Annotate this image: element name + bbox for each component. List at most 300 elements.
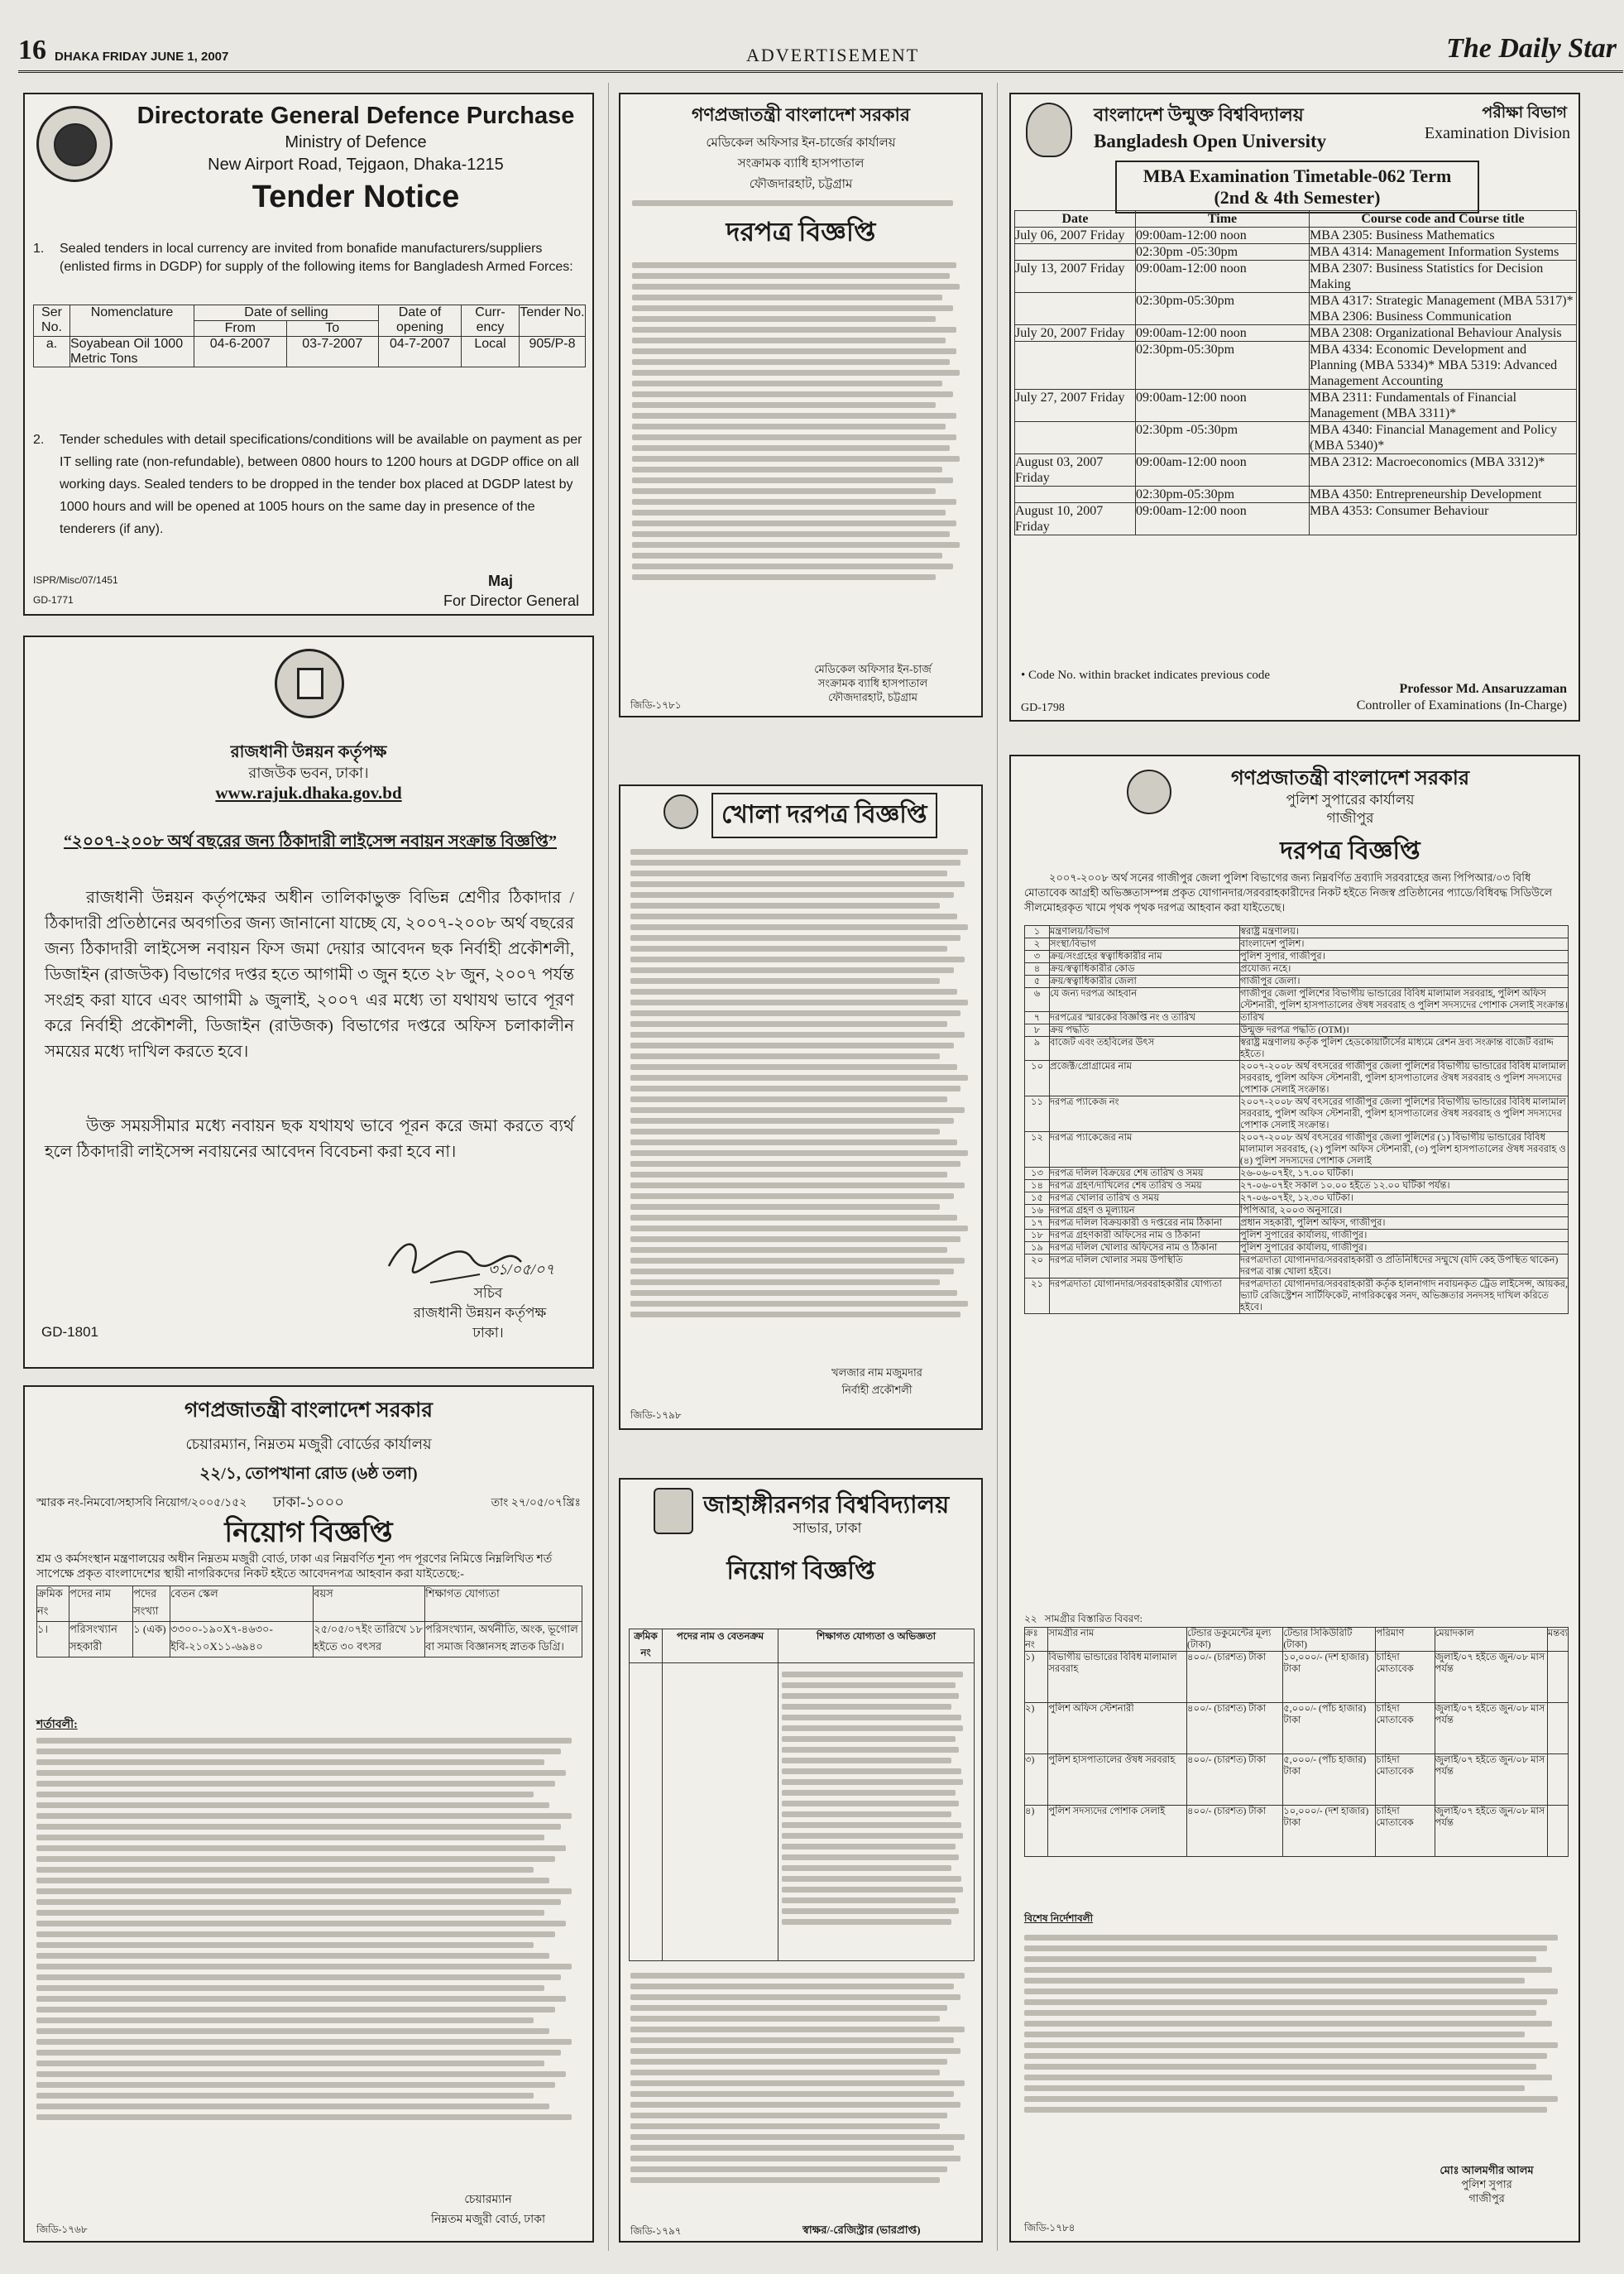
illegible-text-line [630, 1193, 954, 1199]
illegible-text-line [1024, 1935, 1558, 1941]
dgdp-address: New Airport Road, Tejgaon, Dhaka-1215 [208, 156, 504, 174]
ctg-office: মেডিকেল অফিসার ইন-চার্জের কার্যালয় [706, 137, 896, 150]
illegible-text-line [36, 2007, 555, 2013]
table-cell: পুলিশ সুপারের কার্যালয়, গাজীপুর। [1240, 1242, 1569, 1255]
illegible-text-line [782, 1758, 951, 1763]
illegible-text-line [36, 2017, 534, 2023]
illegible-text-line [1024, 2042, 1558, 2048]
illegible-text-line [630, 1301, 968, 1307]
illegible-text-line [36, 1985, 544, 1991]
table-cell: ২০ [1025, 1255, 1050, 1279]
bou-title: MBA Examination Timetable-062 Term [1143, 166, 1452, 186]
table-cell: মন্তব্য [1547, 1628, 1568, 1652]
bou-signer-title: Controller of Examinations (In-Charge) [1356, 698, 1567, 712]
rajuk-signer-org: রাজধানী উন্নয়ন কর্তৃপক্ষ [413, 1305, 547, 1321]
table-row [1015, 293, 1577, 325]
illegible-text-line [630, 1139, 957, 1145]
table-cell: July 13, 2007 Friday [1015, 261, 1136, 293]
table-row [1025, 1652, 1569, 1703]
illegible-text-line [630, 1226, 968, 1231]
table-cell: উন্মুক্ত দরপত্র পদ্ধতি (OTM)। [1240, 1024, 1569, 1037]
table-cell: 09:00am-12:00 noon [1136, 228, 1310, 244]
table-row [1025, 1754, 1569, 1806]
ctg-signer-place: ফৌজদারহাট, চট্টগ্রাম [828, 691, 917, 703]
table-cell: ৪০০/- (চারশত) টাকা [1187, 1754, 1283, 1806]
illegible-text-line [36, 2082, 555, 2088]
illegible-text-line [632, 348, 956, 354]
illegible-text-line [782, 1897, 956, 1903]
table-cell: ক্রমিক নং [37, 1586, 69, 1622]
illegible-text-line [630, 1258, 965, 1264]
illegible-text-line [782, 1919, 951, 1925]
th-nomenclature: Nomenclature [70, 305, 194, 337]
illegible-text-line [1024, 2032, 1525, 2037]
table-cell: জুলাই/০৭ হইতে জুন/০৮ মাস পর্যন্ত [1435, 1652, 1547, 1703]
dgdp-title: Tender Notice [252, 180, 460, 214]
illegible-text-line [630, 989, 957, 995]
table-cell: ১০ [1025, 1061, 1050, 1096]
police-tender-ad [1009, 755, 1580, 2243]
table-cell: দরপত্র দলিল খোলার অফিসের নাম ও ঠিকানা [1050, 1242, 1240, 1255]
illegible-text-line [630, 2027, 965, 2032]
gd-code: জিডি-১৭৯৮ [630, 1409, 682, 1421]
table-cell: ৩৩০০-১৯০X৭-৪৬৩০-ইবি-২১০X১১-৬৯৪০ [170, 1622, 314, 1658]
illegible-text-line [632, 574, 936, 580]
rajuk-para-1: রাজধানী উন্নয়ন কর্তৃপক্ষের অধীন তালিকাভুক্ত বিভিন্ন শ্রেণীর ঠিকাদার / ঠিকাদারী প্রতিষ্ঠানের অবগতির জন্য জানানো যাচ্ছে যে, ২০০৭-২০০৮ অর্থ বছরের জন্য ঠিকাদারী লাইসেন্স নবায়ন ফিস জমা দেয়ার আবেদন ছক নির্বাহী প্রকৌশলী, ডিজাইন (রাজউক) বিভাগের দপ্তর হতে আগামী ৩ জুন হতে ২৮ জুন, ২০০৭ পর্যন্ত সংগ্রহ করা যাবে এবং আগামী ৯ জুলাই, ২০০৭ এর মধ্যে তা যথাযথ ভাবে পূরণ করে নির্বাহী প্রকৌশলী, ডিজাইন (রাউজক) বিভাগের দপ্তরে অফিস চলাকালীন সময়ের মধ্যে দাখিল করতে হবে। [45, 889, 574, 1061]
th-time: Time [1136, 211, 1310, 228]
rajuk-bhaban: রাজউক ভবন, ঢাকা। [248, 765, 369, 781]
table-cell: August 03, 2007 Friday [1015, 454, 1136, 487]
ctg-hospital-tender-ad [619, 93, 983, 717]
illegible-text-line [1024, 2021, 1552, 2027]
table-cell: ৪০০/- (চারশত) টাকা [1187, 1703, 1283, 1754]
table-cell: স্বরাষ্ট্র মন্ত্রণালয় কর্তৃক পুলিশ হেডকোয়ার্টার্সের মাধ্যমে রেশন দ্রব্য সংক্রান্ত বাজেট বরাদ্দ হইতে। [1240, 1037, 1569, 1061]
bou-timetable [1014, 210, 1577, 535]
police-special-title: বিশেষ নির্দেশাবলী [1024, 1912, 1094, 1924]
illegible-text-line [36, 1996, 566, 2002]
table-cell: পুলিশ সুপারের কার্যালয়, গাজীপুর। [1240, 1230, 1569, 1242]
table-cell [1547, 1754, 1568, 1806]
illegible-text-line [36, 1878, 549, 1883]
illegible-text-line [632, 327, 956, 333]
illegible-text-line [632, 370, 960, 376]
table-cell: ১৮ [1025, 1230, 1050, 1242]
illegible-text-line [782, 1747, 959, 1753]
table-cell: ১৫ [1025, 1192, 1050, 1205]
police-special-instructions [1024, 1930, 1569, 2118]
table-header-row [1025, 1628, 1569, 1652]
table-cell: পুলিশ সুপার, গাজীপুর। [1240, 951, 1569, 963]
th-tender-no: Tender No. [520, 305, 586, 337]
bou-division-en: Examination Division [1424, 124, 1570, 142]
illegible-text-line [632, 467, 942, 473]
table-cell: সংস্থা/বিভাগ [1050, 938, 1240, 951]
ctg-body-text [632, 262, 970, 580]
table-cell [1015, 342, 1136, 390]
illegible-text-line [630, 1183, 965, 1188]
bou-subtitle: (2nd & 4th Semester) [1214, 187, 1381, 208]
table-row [1015, 261, 1577, 293]
gd-code: জিডি-১৭৬৮ [36, 2224, 88, 2235]
illegible-text-line [630, 1053, 940, 1059]
cell-opening: 04-7-2007 [379, 337, 462, 367]
table-cell: ৩ [1025, 951, 1050, 963]
table-cell: July 27, 2007 Friday [1015, 390, 1136, 422]
illegible-text-line [782, 1865, 951, 1871]
illegible-text-line [630, 2005, 947, 2011]
illegible-text-line [630, 1236, 961, 1242]
illegible-text-line [36, 1942, 534, 1948]
table-cell: দরপত্র গ্রহণ ও মূল্যায়ন [1050, 1205, 1240, 1217]
table-cell: ৯ [1025, 1037, 1050, 1061]
table-row [1015, 503, 1577, 535]
ju-table [629, 1629, 975, 1961]
table-cell: ক্রয়/স্বত্বাধিকারীর জেলা [1050, 976, 1240, 988]
bou-logo-icon [1026, 103, 1072, 157]
ju-recruitment-ad [619, 1478, 983, 2243]
illegible-text-line [632, 273, 950, 279]
table-row [1025, 963, 1569, 976]
illegible-text-line [630, 914, 957, 919]
table-cell: মন্ত্রণালয়/বিভাগ [1050, 926, 1240, 938]
table-cell: স্বরাষ্ট্র মন্ত্রণালয়। [1240, 926, 1569, 938]
table-cell: ক্রঃ নং [1025, 1628, 1048, 1652]
illegible-text-line [1024, 1945, 1547, 1951]
illegible-text-line [36, 1781, 555, 1787]
illegible-text-line [36, 1835, 544, 1840]
dateline: DHAKA FRIDAY JUNE 1, 2007 [55, 50, 229, 64]
table-cell: ক্রয়/স্বত্বাধিকারীর কোড [1050, 963, 1240, 976]
illegible-text-line [632, 510, 946, 516]
illegible-text-line [630, 2070, 940, 2075]
illegible-text-line [782, 1693, 959, 1699]
table-cell: ১০,০০০/- (দশ হাজার) টাকা [1283, 1652, 1376, 1703]
illegible-text-line [632, 391, 953, 397]
illegible-text-line [632, 316, 936, 322]
table-row [1025, 1012, 1569, 1024]
table-cell: ২০০৭-২০০৮ অর্থ বৎসরের গাজীপুর জেলা পুলিশের (১) বিভাগীয় ভান্ডারের বিবিধ মালামাল সরবরাহ, (২) পুলিশ অফিস স্টেশনারী, (৩) পুলিশ হাসপাতালের ঔষধ সরবরাহ ও (৪) পুলিশ সদস্যদের পোশাক সেলাই [1240, 1132, 1569, 1168]
illegible-text-line [630, 1247, 947, 1253]
table-cell: ১৭ [1025, 1217, 1050, 1230]
page-header [18, 31, 1623, 73]
bou-title-box [1115, 161, 1479, 213]
table-cell: গাজীপুর জেলা পুলিশের বিভাগীয় ভান্ডারের বিবিধ মালামাল সরবরাহ, পুলিশ অফিস স্টেশনারী, পুলিশ হাসপাতালের ঔষধ সরবরাহ ও পুলিশ সদস্যদের পোশাক সেলাই সংক্রান্ত। [1240, 989, 1568, 1010]
illegible-text-line [632, 521, 956, 526]
table-cell: MBA 4317: Strategic Management (MBA 5317)* MBA 2306: Business Communication [1310, 293, 1577, 325]
table-cell: MBA 2305: Business Mathematics [1310, 228, 1577, 244]
illegible-text-line [782, 1736, 956, 1742]
ju-logo-icon [654, 1488, 693, 1534]
illegible-text-line [782, 1725, 963, 1731]
table-cell: ১১ [1025, 1096, 1050, 1132]
table-cell: 09:00am-12:00 noon [1136, 503, 1310, 535]
illegible-text-line [632, 531, 950, 537]
police-info-table [1024, 925, 1569, 1314]
table-cell: দরপত্র গ্রহণকারী অফিসের নাম ও ঠিকানা [1050, 1230, 1240, 1242]
rajuk-title: “২০০৭-২০০৮ অর্থ বছরের জন্য ঠিকাদারী লাইসেন্স নবায়ন সংক্রান্ত বিজ্ঞপ্তি” [63, 832, 558, 851]
table-cell: ২৭-০৬-০৭ইং, ১২.৩০ ঘটিকা। [1240, 1192, 1569, 1205]
illegible-text-line [630, 1150, 968, 1156]
illegible-text-line [630, 849, 968, 855]
table-cell: চাহিদা মোতাবেক [1376, 1754, 1435, 1806]
illegible-text-line [630, 2145, 954, 2151]
table-row [1025, 1061, 1569, 1096]
ctg-title: দরপত্র বিজ্ঞপ্তি [726, 217, 876, 247]
mwb-gov: গণপ্রজাতন্ত্রী বাংলাদেশ সরকার [184, 1399, 434, 1422]
mwb-title: নিয়োগ বিজ্ঞপ্তি [224, 1518, 393, 1548]
table-cell: ২০০৭-২০০৮ অর্থ বৎসরের গাজীপুর জেলা পুলিশের বিভাগীয় ভান্ডারের বিবিধ মালামাল সরবরাহ, পুলিশ অফিস স্টেশনারী, পুলিশ হাসপাতালের ঔষধ সরবরাহ ও পুলিশ সদস্যদের পোশাক সেলাই সংক্রান্ত। [1240, 1061, 1569, 1096]
open-tender-signer: খলজার নাম মজুমদার [831, 1366, 922, 1379]
illegible-text-line [630, 1215, 957, 1221]
table-cell: ৪ [1025, 963, 1050, 976]
ctg-ref-line [632, 200, 970, 206]
table-cell: 02:30pm -05:30pm [1136, 244, 1310, 261]
cell-ser: a. [34, 337, 70, 367]
table-cell: জুলাই/০৭ হইতে জুন/০৮ মাস পর্যন্ত [1435, 1754, 1547, 1806]
table-row [1015, 487, 1577, 503]
illegible-text-line [630, 903, 940, 909]
table-cell: বাংলাদেশ পুলিশ। [1240, 938, 1569, 951]
table-cell: ১ (এক) [133, 1622, 170, 1658]
mwb-signer-org: নিম্নতম মজুরী বোর্ড, ঢাকা [430, 2214, 546, 2226]
table-row [1025, 1096, 1569, 1132]
illegible-text-line [632, 413, 956, 419]
illegible-text-line [782, 1672, 963, 1677]
table-cell: ১ [1025, 926, 1050, 938]
illegible-text-line [36, 1953, 549, 1959]
illegible-text-line [632, 542, 960, 548]
table-cell: দরপত্র দলিল বিক্রয়কারী ও দপ্তরের নাম ঠিকানা [1050, 1217, 1240, 1230]
dgdp-tender-table [33, 305, 586, 367]
table-cell: সামগ্রীর নাম [1048, 1628, 1187, 1652]
dgdp-para-2: Tender schedules with detail specifications/conditions will be available on payment as per IT selling rate (non-refundable), between 0800 hours to 1200 hours at DGDP office on all working days. Sealed tenders to be dropped in the tender box placed at DGDP latest by 1000 hours and will be opened at 1005 hours on the same day in presence of the tenderers (if any). [60, 433, 582, 536]
illegible-text-line [630, 2113, 947, 2118]
illegible-text-line [36, 1759, 544, 1765]
table-cell: পদের নাম [69, 1586, 133, 1622]
table-cell: যে জন্য দরপত্র আহবান [1050, 988, 1240, 1012]
illegible-text-line [630, 2037, 954, 2043]
table-cell: পুলিশ হাসপাতালের ঔষধ সরবরাহ [1048, 1754, 1187, 1806]
illegible-text-line [630, 2134, 965, 2140]
table-row [1025, 1168, 1569, 1180]
illegible-text-line [630, 2166, 947, 2172]
mwb-ref-date: তাং ২৭/০৫/০৭খ্রিঃ [491, 1497, 581, 1509]
ctg-place: ফৌজদারহাট, চট্টগ্রাম [749, 178, 853, 191]
illegible-text-line [630, 1129, 940, 1135]
table-row [1025, 1132, 1569, 1168]
table-cell: August 10, 2007 Friday [1015, 503, 1136, 535]
illegible-text-line [632, 434, 956, 440]
illegible-text-line [632, 359, 950, 365]
table-cell: 02:30pm-05:30pm [1136, 293, 1310, 325]
table-row [1025, 938, 1569, 951]
table-cell: পদের সংখ্যা [133, 1586, 170, 1622]
th-course: Course code and Course title [1310, 211, 1577, 228]
table-cell: 09:00am-12:00 noon [1136, 390, 1310, 422]
table-row [1025, 1024, 1569, 1037]
ju-name: জাহাঙ্গীরনগর বিশ্ববিদ্যালয় [703, 1492, 950, 1518]
illegible-text-line [1024, 2107, 1547, 2113]
mwb-office: চেয়ারম্যান, নিম্নতম মজুরী বোর্ডের কার্যালয় [185, 1436, 432, 1452]
table-cell [1547, 1806, 1568, 1857]
mwb-conditions-title: শর্তাবলী: [36, 1719, 78, 1731]
table-cell: ৫,০০০/- (পাঁচ হাজার) টাকা [1283, 1754, 1376, 1806]
illegible-text-line [630, 2156, 961, 2161]
gd-code: জিডি-১৭৮১ [630, 699, 682, 711]
illegible-text-line [782, 1768, 961, 1774]
table-cell: প্রধান সহকারী, পুলিশ অফিস, গাজীপুর। [1240, 1217, 1569, 1230]
illegible-text-line [630, 2048, 961, 2054]
mwb-signer: চেয়ারম্যান [464, 2194, 512, 2206]
masthead: The Daily Star [1446, 33, 1617, 64]
table-cell: ৪) [1025, 1806, 1048, 1857]
table-cell: প্রজেক্ট/প্রোগ্রামের নাম [1050, 1061, 1240, 1096]
illegible-text-line [630, 1043, 954, 1048]
table-cell: জুলাই/০৭ হইতে জুন/০৮ মাস পর্যন্ত [1435, 1806, 1547, 1857]
dgdp-org-name: Directorate General Defence Purchase [137, 103, 575, 129]
gd-code: জিডি-১৭৯৭ [630, 2225, 682, 2237]
table-cell: বয়স [314, 1586, 425, 1622]
table-row [1025, 1180, 1569, 1192]
table-cell: ৫,০০০/- (পাঁচ হাজার) টাকা [1283, 1703, 1376, 1754]
illegible-text-line [1024, 1956, 1536, 1962]
table-cell: ৪০০/- (চারশত) টাকা [1187, 1652, 1283, 1703]
illegible-text-line [782, 1682, 956, 1688]
th-date-opening: Date of opening [379, 305, 462, 337]
table-cell: পুলিশ অফিস স্টেশনারী [1048, 1703, 1187, 1754]
table-cell: ২৬-০৬-০৭ইং, ১৭.০০ ঘটিকা। [1240, 1168, 1569, 1180]
illegible-text-line [630, 935, 961, 941]
table-cell: ১) [1025, 1652, 1048, 1703]
illegible-text-line [782, 1876, 961, 1882]
signer-rank: Maj [488, 573, 514, 589]
police-office: পুলিশ সুপারের কার্যালয় [1286, 792, 1415, 808]
illegible-text-line [36, 1899, 561, 1905]
illegible-text-line [632, 477, 953, 483]
police-intro: ২০০৭-২০০৮ অর্থ সনের গাজীপুর জেলা পুলিশ বিভাগের জন্য নিম্নবর্ণিত দ্রব্যাদি সরবরাহের জন্য পিপিআর/০৩ বিধি মোতাবেক আগ্রহী অভিজ্ঞতাসম্পন্ন প্রকৃত যোগানদার/সরবরাহকারীদের নিকট হইতে নিজস্ব প্রতিষ্ঠানের প্যাডে/বিধিবদ্ধ সিডিউলে সীলমোহরকৃত খামে পৃথক পৃথক দরপত্র আহবান করা যাইতেছে। [1024, 871, 1553, 914]
table-cell: দরপত্র প্যাকেজ নং [1050, 1096, 1240, 1132]
illegible-text-line [632, 262, 956, 268]
illegible-text-line [630, 1994, 961, 2000]
illegible-text-line [36, 1888, 572, 1894]
table-cell: বিভাগীয় ভান্ডারের বিবিধ মালামাল সরবরাহ [1048, 1652, 1187, 1703]
table-cell: ২১ [1025, 1279, 1050, 1314]
illegible-text-line [630, 1312, 961, 1317]
table-cell: ১২ [1025, 1132, 1050, 1168]
illegible-text-line [782, 1715, 961, 1720]
illegible-text-line [36, 1910, 544, 1916]
table-cell: পরিমাণ [1376, 1628, 1435, 1652]
table-cell: বেতন স্কেল [170, 1586, 314, 1622]
table-cell: MBA 4334: Economic Development and Planning (MBA 5334)* MBA 5319: Advanced Management Accounting [1310, 342, 1577, 390]
illegible-text-line [630, 2059, 947, 2065]
illegible-text-line [630, 967, 954, 973]
police-signer-place: গাজীপুর [1468, 2192, 1505, 2204]
illegible-text-line [630, 1290, 957, 1296]
table-row [1015, 342, 1577, 390]
table-cell: তারিখ [1240, 1012, 1569, 1024]
illegible-text-line [630, 2080, 965, 2086]
illegible-text-line [630, 1204, 940, 1210]
table-cell: ১০,০০০/- (দশ হাজার) টাকা [1283, 1806, 1376, 1857]
illegible-text-line [1024, 2053, 1547, 2059]
table-cell: ৪০০/- (চারশত) টাকা [1187, 1806, 1283, 1857]
cell-tender-no: 905/P-8 [520, 337, 586, 367]
illegible-text-line [630, 946, 947, 952]
rajuk-website-link[interactable]: www.rajuk.dhaka.gov.bd [215, 783, 402, 803]
illegible-text-line [782, 1887, 963, 1893]
illegible-text-line [630, 860, 961, 866]
table-cell: চাহিদা মোতাবেক [1376, 1652, 1435, 1703]
gd-code: GD-1771 [33, 594, 74, 606]
dgdp-ministry: Ministry of Defence [285, 133, 427, 151]
th-to: To [286, 321, 379, 337]
minimum-wage-board-ad [23, 1385, 594, 2243]
illegible-text-line [36, 2050, 561, 2056]
illegible-text-line [782, 1801, 959, 1806]
table-cell: দরপত্র দলিল বিক্রয়ের শেষ তারিখ ও সময় [1050, 1168, 1240, 1180]
table-cell: July 06, 2007 Friday [1015, 228, 1136, 244]
illegible-text-line [36, 1749, 561, 1754]
table-cell: 09:00am-12:00 noon [1136, 454, 1310, 487]
ctg-signer: মেডিকেল অফিসার ইন-চার্জ [814, 663, 932, 675]
table-cell [1547, 1652, 1568, 1703]
police-place: গাজীপুর [1326, 810, 1374, 826]
mwb-city: ঢাকা-১০০০ [273, 1494, 344, 1510]
open-tender-body [630, 844, 975, 1322]
ispr-ref: ISPR/Misc/07/1451 [33, 574, 118, 586]
signer-for: For Director General [443, 592, 580, 609]
rajuk-name: রাজধানী উন্নয়ন কর্তৃপক্ষ [230, 743, 387, 761]
police-signer-title: পুলিশ সুপার [1461, 2178, 1512, 2190]
illegible-text-line [632, 381, 942, 386]
illegible-text-line [36, 2104, 549, 2109]
open-tender-ad [619, 784, 983, 1430]
table-row [1025, 988, 1569, 1012]
table-cell: ৬ [1025, 988, 1050, 1012]
illegible-text-line [630, 1279, 940, 1285]
table-row [630, 1663, 975, 1961]
table-cell: ৩) [1025, 1754, 1048, 1806]
table-row [1015, 244, 1577, 261]
illegible-text-line [1024, 2075, 1552, 2080]
illegible-text-line [36, 1813, 572, 1819]
illegible-text-line [632, 564, 953, 569]
bou-note-text: Code No. within bracket indicates previous code [1028, 669, 1271, 682]
illegible-text-line [1024, 1967, 1552, 1973]
ctg-signer-org: সংক্রামক ব্যাধি হাসপাতাল [817, 677, 928, 689]
illegible-text-line [630, 892, 954, 898]
illegible-text-line [630, 1172, 947, 1178]
illegible-text-line [632, 305, 953, 311]
table-cell: চাহিদা মোতাবেক [1376, 1703, 1435, 1754]
illegible-text-line [36, 1856, 555, 1862]
table-cell: পুলিশ সদস্যদের পোশাক সেলাই [1048, 1806, 1187, 1857]
table-cell [1015, 293, 1136, 325]
th-from: From [194, 321, 287, 337]
illegible-text-line [782, 1854, 959, 1860]
table-cell: ৭ [1025, 1012, 1050, 1024]
table-cell: 09:00am-12:00 noon [1136, 261, 1310, 293]
illegible-text-line [630, 2091, 954, 2097]
illegible-text-line [36, 1792, 534, 1797]
illegible-text-line [36, 2039, 572, 2045]
illegible-text-line [630, 1000, 968, 1005]
illegible-text-line [632, 499, 956, 505]
illegible-text-line [1024, 2085, 1525, 2091]
illegible-text-line [630, 1086, 961, 1091]
table-cell: শিক্ষাগত যোগ্যতা [425, 1586, 582, 1622]
